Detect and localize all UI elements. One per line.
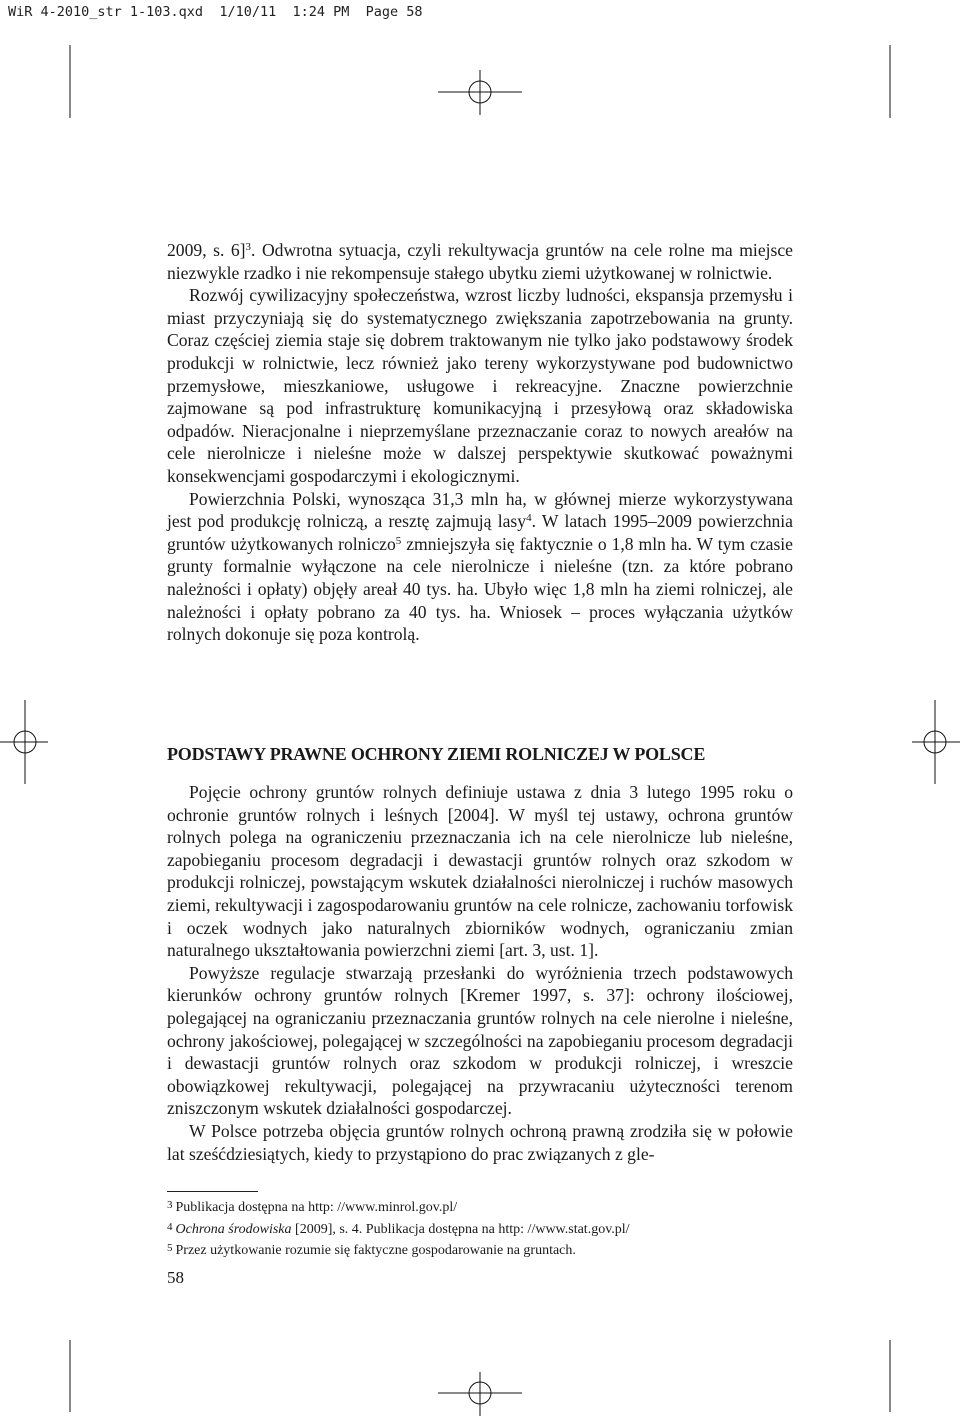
footnote-number: 4 bbox=[167, 1220, 173, 1233]
paragraph: Powyższe regulacje stwarzają przesłanki do wyróżnienia trzech podstawowych kierunków ochrony gruntów rolnych [Kremer 1997, s. 37]: ochrony ilościowej, polegającej na ograniczaniu przeznaczania gruntów rolnych na cele nierolne i nieleśne, ochrony jakościowej, polegającej w szczególności na zapobieganiu procesom degradacji i dewastacji gruntów rolnych oraz szkodom w produkcji rolniczej, i wreszcie obowiązkowej rekultywacji, polegającej na przywracaniu użyteczności terenom zniszczonym wskutek działalności gospodarczej. bbox=[167, 962, 793, 1119]
body-text-section-2 bbox=[167, 781, 793, 1165]
footnote-text: Publikacja dostępna na http: //www.minrol.gov.pl/ bbox=[175, 1200, 458, 1215]
footnote-text: Przez użytkowanie rozumie się faktyczne gospodarowanie na gruntach. bbox=[175, 1243, 576, 1259]
footnote-ref-3: 3 bbox=[245, 241, 252, 253]
registration-mark-top bbox=[438, 70, 522, 115]
text-run: . Odwrotna sytuacja, czyli rekultywacja gruntów na cele rolne ma miejsce niezwykle rzadko i nie rekompensuje stałego ubytku ziemi użytkowanej w rolnictwie. bbox=[167, 240, 793, 283]
footnote-number: 5 bbox=[167, 1242, 173, 1255]
footnote-ref-5: 5 bbox=[395, 534, 402, 547]
body-text-section-1 bbox=[167, 239, 793, 646]
registration-mark-right bbox=[912, 700, 960, 784]
text-run: 2009, s. 6] bbox=[167, 240, 246, 260]
registration-mark-bottom bbox=[438, 1372, 522, 1416]
section-heading: PODSTAWY PRAWNE OCHRONY ZIEMI ROLNICZEJ W POLSCE bbox=[167, 744, 706, 764]
footnote-text: [2009], s. 4. Publikacja dostępna na http: //www.stat.gov.pl/ bbox=[291, 1221, 630, 1237]
footnote-separator bbox=[167, 1191, 258, 1192]
paragraph: W Polsce potrzeba objęcia gruntów rolnych ochroną prawną zrodziła się w połowie lat sześćdziesiątych, kiedy to przystąpiono do prac związanych z gle- bbox=[167, 1120, 793, 1164]
footnote-4 bbox=[167, 1218, 793, 1240]
paragraph: Pojęcie ochrony gruntów rolnych definiuje ustawa z dnia 3 lutego 1995 roku o ochronie gruntów rolnych i leśnych [2004]. W myśl tej ustawy, ochrona gruntów rolnych polega na ograniczeniu przeznaczania ich na cele nierolnicze lub nieleśne, zapobieganiu procesom degradacji i dewastacji gruntów rolnych oraz szkodom w produkcji rolniczej, powstającym wskutek działalności nierolniczej i ruchów masowych ziemi, rekultywacji i zagospodarowaniu gruntów na cele rolnicze, zachowaniu torfowisk i oczek wodnych jako naturalnych zbiorników wodnych, ograniczaniu zmian naturalnego ukształtowania powierzchni ziemi [art. 3, ust. 1]. bbox=[167, 782, 793, 961]
text-run: Powierzchnia Polski, wynosząca 31,3 mln ha, w głównej mierze wykorzystywana jest pod produkcję rolniczą, a resztę zajmują lasy bbox=[167, 488, 793, 532]
footnote-italic-title: Ochrona środowiska bbox=[175, 1221, 292, 1237]
printer-slug-line: WiR 4-2010_str 1-103.qxd 1/10/11 1:24 PM Page 58 bbox=[8, 4, 423, 20]
registration-mark-left bbox=[0, 700, 48, 784]
footnote-3 bbox=[167, 1196, 793, 1218]
footnote-number: 3 bbox=[167, 1199, 173, 1211]
paragraph bbox=[167, 488, 793, 646]
paragraph-continuation bbox=[167, 239, 793, 284]
page-number: 58 bbox=[167, 1268, 184, 1287]
text-run: zmniejszyła się faktycznie o 1,8 mln ha. W tym czasie grunty formalnie wyłączone na cele nierolnicze i nieleśne (tzn. za które pobrano należności i opłaty) objęły areał 40 tys. ha. Ubyło więc 1,8 mln ha ziemi rolniczej, ale należności i opłaty pobrano za 40 tys. ha. Wniosek – proces wyłączania użytków rolnych dokonuje się poza kontrolą. bbox=[167, 533, 793, 645]
footnote-5 bbox=[167, 1239, 793, 1261]
text-run: . W latach 1995–2009 powierzchnia gruntów użytkowanych rolniczo bbox=[167, 511, 793, 554]
footnotes bbox=[167, 1196, 793, 1261]
footnote-ref-4: 4 bbox=[526, 512, 532, 525]
paragraph: Rozwój cywilizacyjny społeczeństwa, wzrost liczby ludności, ekspansja przemysłu i miast przyczyniają się do systematycznego zwiększania zapotrzebowania na grunty. Coraz częściej ziemia staje się dobrem traktowanym nie tylko jako podstawowy środek produkcji w rolnictwie, lecz również jako tereny wykorzystywane pod budownictwo przemysłowe, mieszkaniowe, usługowe i rekreacyjne. Znaczne powierzchnie zajmowane są pod infrastrukturę komunikacyjną i przesyłową oraz składowiska odpadów. Nieracjonalne i nieprzemyślane przeznaczanie coraz to nowych areałów na cele nierolnicze i nieleśne może w dalszej perspektywie skutkować poważnymi konsekwencjami gospodarczymi i ekologicznymi. bbox=[167, 285, 793, 486]
